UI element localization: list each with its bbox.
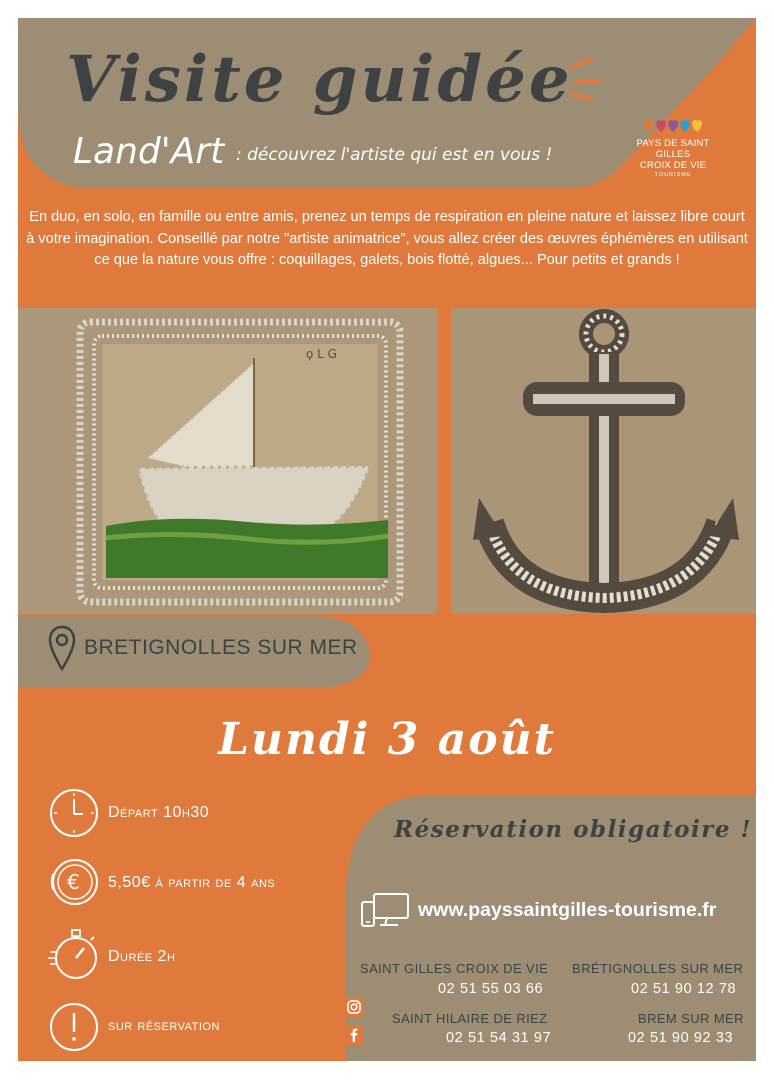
website-link[interactable]: www.payssaintgilles-tourisme.fr (418, 899, 717, 921)
euro-coin-icon (48, 856, 100, 908)
info-duration: Durée 2h (108, 948, 176, 965)
logo-text-line3: TOURISME (654, 172, 692, 178)
info-price: 5,50€ à partir de 4 ans (108, 874, 276, 891)
facebook-icon[interactable] (344, 1025, 364, 1045)
devices-icon (360, 892, 410, 928)
location-pin-icon (48, 625, 76, 673)
instagram-icon[interactable] (344, 997, 364, 1017)
info-booking: sur réservation (108, 1017, 220, 1034)
office-name-saint-gilles: SAINT GILLES CROIX DE VIE (360, 961, 549, 976)
intro-paragraph: En duo, en solo, en famille ou entre amis, prenez un temps de respiration en pleine nature et laissez libre court à votre imagination. Conseillé par notre "artiste animatrice", vous allez créer des œuvres éphémères en utilisant ce que la nature vous offre : coquillages, galets, bois flotté, algues... Pour petits et grands ! (26, 209, 748, 268)
reservation-title: Réservation obligatoire ! (394, 816, 753, 843)
anchor-landart-photo (451, 308, 756, 614)
svg-text:€: € (67, 870, 80, 894)
office-name-bretignolles: BRÉTIGNOLLES SUR MER (572, 961, 744, 976)
decorative-dashes (558, 36, 618, 106)
subtitle-main: Land'Art (73, 131, 225, 172)
logo-text-line1: PAYS DE SAINT GILLES (636, 138, 710, 160)
event-date: Lundi 3 août (218, 714, 556, 765)
logo-text-line2: CROIX DE VIE (639, 160, 707, 171)
exclamation-icon (48, 1001, 100, 1053)
sailboat-landart-photo (18, 308, 437, 614)
svg-text:ϙ L G: ϙ L G (306, 347, 337, 361)
info-departure: Départ 10h30 (108, 804, 210, 821)
poster (18, 18, 756, 1061)
hearts-logo-icon (643, 118, 703, 134)
subtitle-rest: : découvrez l'artiste qui est en vous ! (236, 145, 553, 165)
stopwatch-icon (48, 926, 100, 982)
office-phone-bretignolles: 02 51 90 12 78 (631, 981, 737, 997)
office-name-brem: BREM SUR MER (638, 1011, 744, 1026)
tourism-logo (618, 118, 728, 179)
office-name-saint-hilaire: SAINT HILAIRE DE RIEZ (392, 1011, 548, 1026)
page-title: Visite guidée (66, 42, 573, 117)
office-phone-brem: 02 51 90 92 33 (628, 1030, 734, 1046)
clock-icon (48, 787, 100, 839)
office-phone-saint-hilaire: 02 51 54 31 97 (446, 1030, 552, 1046)
location-label: BRETIGNOLLES SUR MER (84, 636, 358, 659)
office-phone-saint-gilles: 02 51 55 03 66 (438, 981, 544, 997)
